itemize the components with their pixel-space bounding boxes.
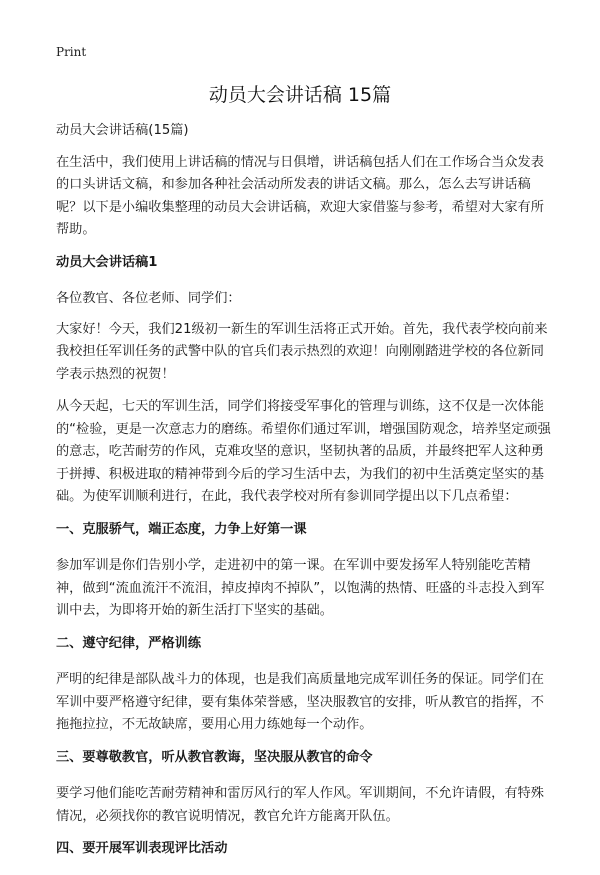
paragraph-training-intro: 从今天起，七天的军训生活，同学们将接受军事化的管理与训练，这不仅是一次体能的“检验，更是一次意志力的磨练。希望你们通过军训，增强国防观念，培养坚定顽强的意志，吃苦耐劳的作风，克难攻坚的意识，坚韧执著的品质，并最终把军人这种勇于拼搏、积极进取的精神带到今后的学习生活中去，为我们的初中生活奠定坚实的基础。为使军训顺利进行，在此，我代表学校对所有参训同学提出以下几点希望：: [56, 399, 551, 504]
point-2-body: 严明的纪律是部队战斗力的体现，也是我们高质量地完成军训任务的保证。同学们在军训中要严格遵守纪律，要有集体荣誉感，坚决服教官的安排，听从教官的指挥，不拖拖拉拉，不无故缺席，要用心用力练她每一个动作。: [56, 672, 544, 732]
section-heading: 动员大会讲话稿1: [56, 254, 158, 270]
point-3-heading: 三、要尊敬教官，听从教官教诲，坚决服从教官的命令: [56, 749, 373, 765]
point-2-heading: 二、遵守纪律，严格训练: [56, 635, 202, 651]
point-4-heading: 四、要开展军训表现评比活动: [56, 841, 228, 856]
paragraph-welcome: 大家好！今天，我们21级初一新生的军训生活将正式开始。首先，我代表学校向前来我校担任军训任务的武警中队的官兵们表示热烈的欢迎！向刚刚踏进学校的各位新同学表示热烈的祝贺！: [56, 321, 548, 382]
point-1-heading: 一、克服骄气，端正态度，力争上好第一课: [56, 521, 307, 537]
greeting-paragraph: 各位教官、各位老师、同学们：: [56, 291, 241, 306]
point-1-body: 参加军训是你们告别小学，走进初中的第一课。在军训中要发扬军人特别能吃苦精神，做到“流血流汗不流泪，掉皮掉肉不掉队”，以饱满的热情、旺盛的斗志投入到军训中去，为即将开始的新生活打下坚实的基础。: [56, 558, 545, 618]
point-3-body: 要学习他们能吃苦耐劳精神和雷厉风行的军人作风。军训期间，不允许请假，有特殊情况，必须找你的教官说明情况，教官允许方能离开队伍。: [56, 786, 544, 824]
page-title: 动员大会讲话稿 15篇: [208, 84, 392, 106]
document-subtitle: 动员大会讲话稿(15篇): [56, 123, 189, 138]
intro-paragraph: 在生活中，我们使用上讲话稿的情况与日俱增，讲话稿包括人们在工作场合当众发表的口头讲话文稿，和参加各种社会活动所发表的讲话文稿。那么，怎么去写讲话稿呢？以下是小编收集整理的动员大会讲话稿，欢迎大家借鉴与参考，希望对大家有所帮助。: [56, 154, 544, 237]
print-link[interactable]: Print: [56, 45, 87, 59]
document-body: [56, 120, 556, 875]
